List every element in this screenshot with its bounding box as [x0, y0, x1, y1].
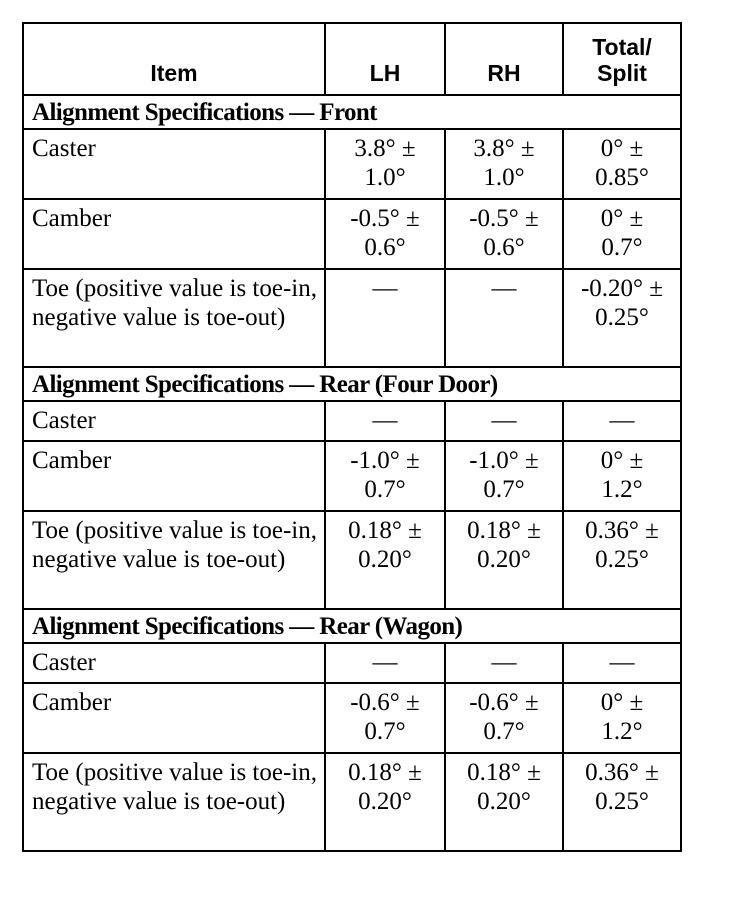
- lh-value-line: 3.8° ±: [354, 135, 416, 162]
- lh-value-cell: [325, 441, 445, 511]
- rh-value-cell: [445, 441, 563, 511]
- table-row: [23, 269, 681, 367]
- lh-value-line: -1.0° ±: [350, 447, 420, 474]
- lh-value-line: 0.7°: [364, 718, 406, 745]
- rh-value-cell: [445, 511, 563, 609]
- header-row: [23, 23, 681, 95]
- section-title: Alignment Specifications — Rear (Four Door): [23, 367, 681, 401]
- rh-value-cell: [445, 269, 563, 367]
- rh-value-line: 0.20°: [477, 546, 531, 573]
- rh-value-cell: [445, 401, 563, 441]
- header-total-split: [563, 23, 681, 95]
- table-row: [23, 511, 681, 609]
- item-cell: Camber: [23, 683, 325, 753]
- section-title: Alignment Specifications — Rear (Wagon): [23, 609, 681, 643]
- total-value-line: 0.85°: [595, 164, 649, 191]
- table-row: [23, 683, 681, 753]
- lh-value-line: 0.20°: [358, 788, 412, 815]
- header-total-line1: Total/: [592, 34, 652, 60]
- lh-value-cell: [325, 643, 445, 683]
- header-rh: RH: [445, 23, 563, 95]
- rh-value-cell: [445, 683, 563, 753]
- total-value-line: —: [609, 407, 635, 434]
- total-value-cell: [563, 753, 681, 851]
- rh-value-line: 0.18° ±: [467, 759, 541, 786]
- table-row: [23, 643, 681, 683]
- header-lh: LH: [325, 23, 445, 95]
- table-row: [23, 199, 681, 269]
- lh-value-cell: [325, 129, 445, 199]
- item-cell: Caster: [23, 643, 325, 683]
- total-value-line: 0.36° ±: [585, 759, 659, 786]
- total-value-line: 0.25°: [595, 304, 649, 331]
- rh-value-line: -0.5° ±: [469, 205, 539, 232]
- rh-value-line: -1.0° ±: [469, 447, 539, 474]
- total-value-line: 1.2°: [601, 476, 643, 503]
- rh-value-line: —: [491, 407, 517, 434]
- item-cell: Caster: [23, 401, 325, 441]
- lh-value-line: 0.7°: [364, 476, 406, 503]
- lh-value-line: -0.6° ±: [350, 689, 420, 716]
- table-header: [23, 23, 681, 95]
- total-value-cell: [563, 643, 681, 683]
- lh-value-cell: [325, 511, 445, 609]
- total-value-cell: [563, 199, 681, 269]
- rh-value-line: 1.0°: [483, 164, 525, 191]
- rh-value-line: 3.8° ±: [473, 135, 535, 162]
- rh-value-cell: [445, 753, 563, 851]
- rh-value-cell: [445, 199, 563, 269]
- total-value-cell: [563, 269, 681, 367]
- table-row: [23, 129, 681, 199]
- item-cell: Toe (positive value is toe-in, negative value is toe-out): [23, 753, 325, 851]
- section-row: [23, 95, 681, 129]
- lh-value-line: 0.18° ±: [348, 517, 422, 544]
- lh-value-line: —: [372, 407, 398, 434]
- total-value-line: 0.25°: [595, 788, 649, 815]
- total-value-line: -0.20° ±: [580, 275, 664, 302]
- total-value-line: 1.2°: [601, 718, 643, 745]
- total-value-cell: [563, 441, 681, 511]
- table-body: [23, 95, 681, 851]
- rh-value-line: -0.6° ±: [469, 689, 539, 716]
- item-cell: Toe (positive value is toe-in, negative value is toe-out): [23, 511, 325, 609]
- lh-value-line: —: [372, 649, 398, 676]
- section-title: Alignment Specifications — Front: [23, 95, 681, 129]
- section-row: [23, 367, 681, 401]
- lh-value-line: 0.6°: [364, 234, 406, 261]
- header-total-line2: Split: [597, 60, 647, 86]
- lh-value-cell: [325, 401, 445, 441]
- rh-value-line: 0.7°: [483, 718, 525, 745]
- rh-value-cell: [445, 129, 563, 199]
- lh-value-cell: [325, 683, 445, 753]
- lh-value-cell: [325, 199, 445, 269]
- lh-value-cell: [325, 269, 445, 367]
- rh-value-line: 0.20°: [477, 788, 531, 815]
- rh-value-line: 0.18° ±: [467, 517, 541, 544]
- total-value-line: 0.7°: [601, 234, 643, 261]
- lh-value-line: —: [372, 275, 398, 302]
- rh-value-cell: [445, 643, 563, 683]
- lh-value-line: 0.20°: [358, 546, 412, 573]
- alignment-spec-table: [22, 22, 682, 852]
- rh-value-line: —: [491, 649, 517, 676]
- item-cell: Toe (positive value is toe-in, negative value is toe-out): [23, 269, 325, 367]
- total-value-cell: [563, 129, 681, 199]
- table-row: [23, 753, 681, 851]
- lh-value-cell: [325, 753, 445, 851]
- section-row: [23, 609, 681, 643]
- rh-value-line: —: [491, 275, 517, 302]
- table-row: [23, 401, 681, 441]
- item-cell: Camber: [23, 441, 325, 511]
- total-value-cell: [563, 401, 681, 441]
- total-value-cell: [563, 511, 681, 609]
- total-value-line: 0° ±: [600, 447, 644, 474]
- table-row: [23, 441, 681, 511]
- total-value-line: 0° ±: [600, 135, 644, 162]
- rh-value-line: 0.6°: [483, 234, 525, 261]
- total-value-line: 0.25°: [595, 546, 649, 573]
- total-value-line: 0.36° ±: [585, 517, 659, 544]
- item-cell: Camber: [23, 199, 325, 269]
- lh-value-line: 0.18° ±: [348, 759, 422, 786]
- total-value-line: —: [609, 649, 635, 676]
- rh-value-line: 0.7°: [483, 476, 525, 503]
- lh-value-line: -0.5° ±: [350, 205, 420, 232]
- total-value-line: 0° ±: [600, 689, 644, 716]
- header-item: Item: [23, 23, 325, 95]
- item-cell: Caster: [23, 129, 325, 199]
- total-value-cell: [563, 683, 681, 753]
- lh-value-line: 1.0°: [364, 164, 406, 191]
- total-value-line: 0° ±: [600, 205, 644, 232]
